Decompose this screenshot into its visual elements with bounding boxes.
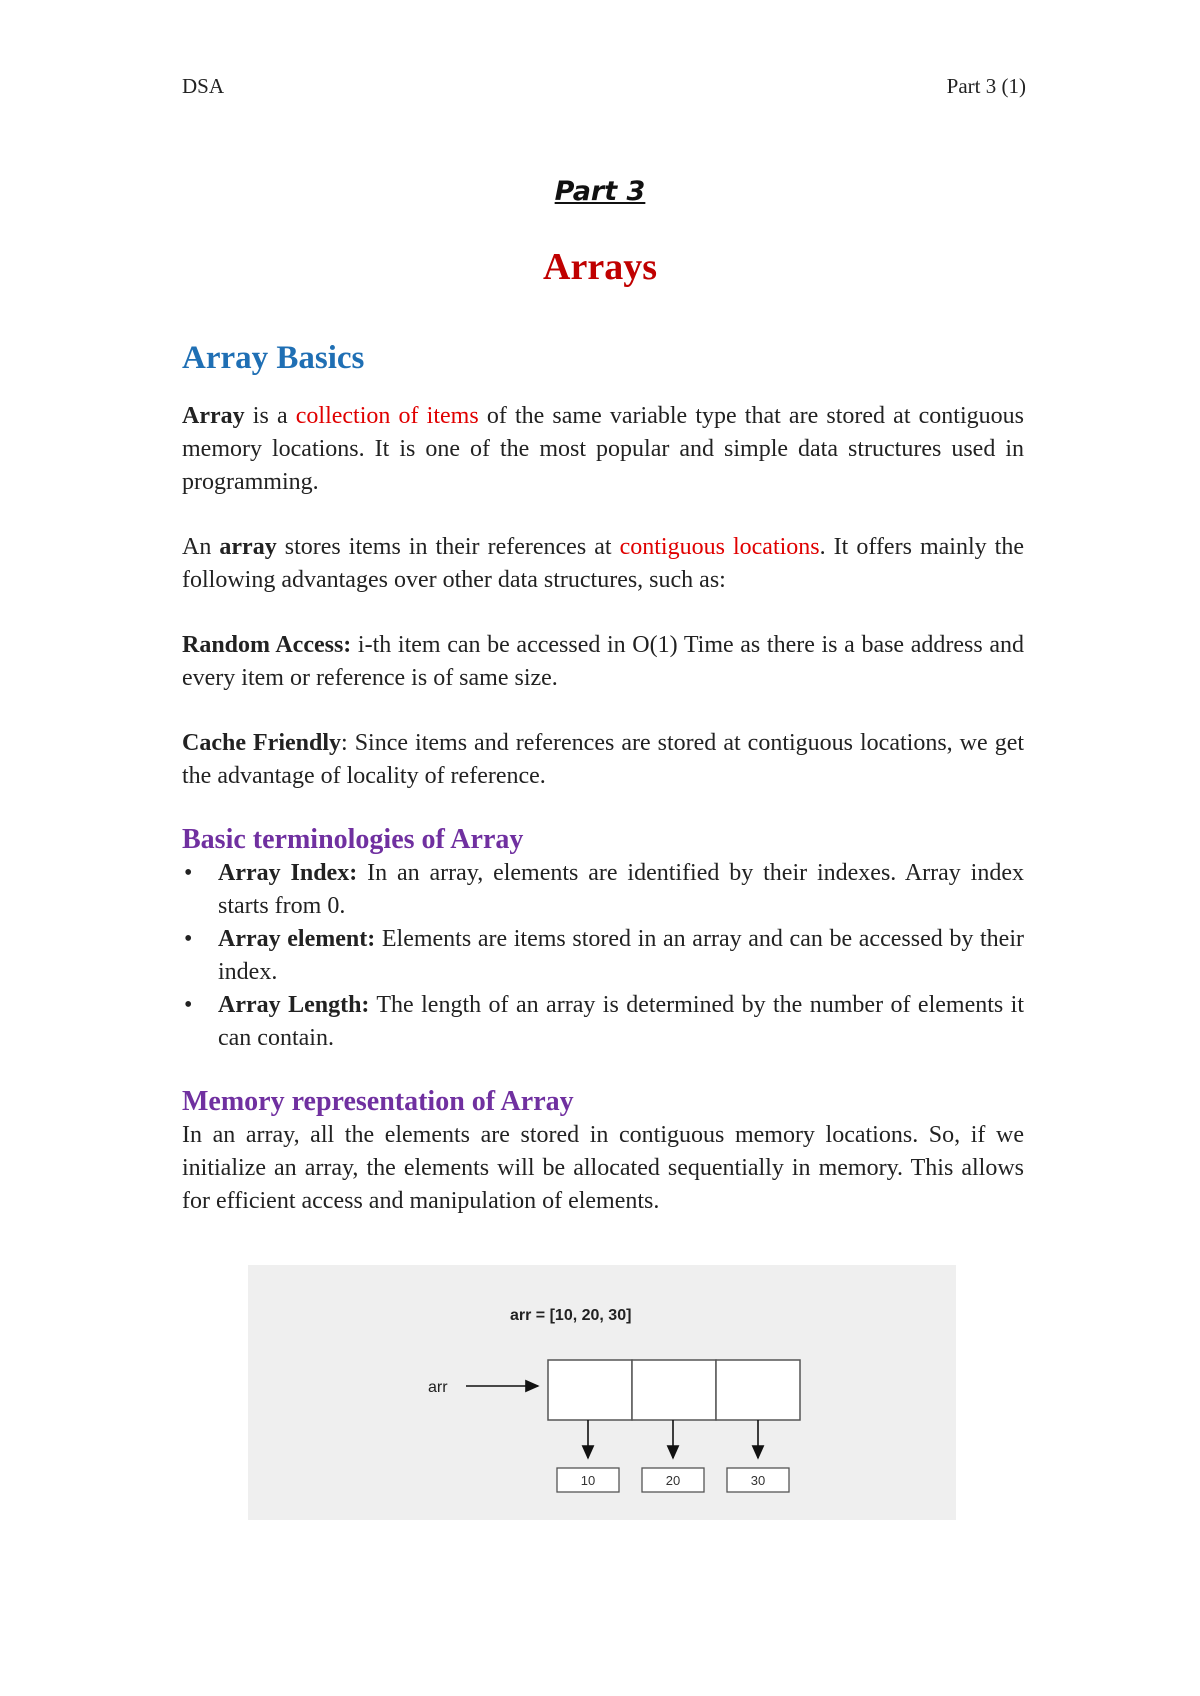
part-title: Part 3 (554, 176, 646, 207)
paragraph-memory: In an array, all the elements are stored in contiguous memory locations. So, if we initialize an array, the elements will be allocated sequentially in memory. This allows for efficient access and manipulation of elements. (182, 1122, 1024, 1214)
list-item: • Array element: Elements are items stored in an array and can be accessed by their index. (184, 926, 1024, 985)
paragraph-cache-friendly: Cache Friendly: Since items and references are stored at contiguous locations, we get the advantage of locality of reference. (182, 730, 1025, 789)
array-cell (548, 1360, 632, 1420)
value-label: 30 (750, 1473, 766, 1488)
header-left: DSA (182, 74, 225, 98)
section-heading-terminologies: Basic terminologies of Array (182, 824, 524, 855)
pointer-label: arr (428, 1379, 448, 1396)
list-item: • Array Length: The length of an array is determined by the number of elements it can contain. (184, 992, 1024, 1051)
header-right: Part 3 (1) (946, 74, 1026, 98)
array-cell (716, 1360, 800, 1420)
list-item: • Array Index: In an array, elements are identified by their indexes. Array index starts from 0. (184, 860, 1024, 919)
array-memory-diagram (248, 1265, 956, 1520)
value-label: 20 (665, 1473, 681, 1488)
paragraph-advantages: An array stores items in their references at contiguous locations. It offers mainly the following advantages over other data structures, such as: (182, 534, 1024, 593)
paragraph-definition: Array is a collection of items of the same variable type that are stored at contiguous memory locations. It is one of the most popular and simple data structures used in programming. (182, 403, 1024, 495)
section-heading-memory: Memory representation of Array (182, 1086, 574, 1117)
section-heading-array-basics: Array Basics (182, 340, 365, 376)
value-label: 10 (580, 1473, 596, 1488)
terminology-list (182, 857, 1024, 1055)
content (182, 336, 1024, 1218)
array-cell (632, 1360, 716, 1420)
diagram-caption: arr = [10, 20, 30] (510, 1307, 632, 1324)
main-title: Arrays (543, 246, 657, 288)
paragraph-random-access: Random Access: i-th item can be accessed in O(1) Time as there is a base address and every item or reference is of same size. (182, 632, 1024, 691)
